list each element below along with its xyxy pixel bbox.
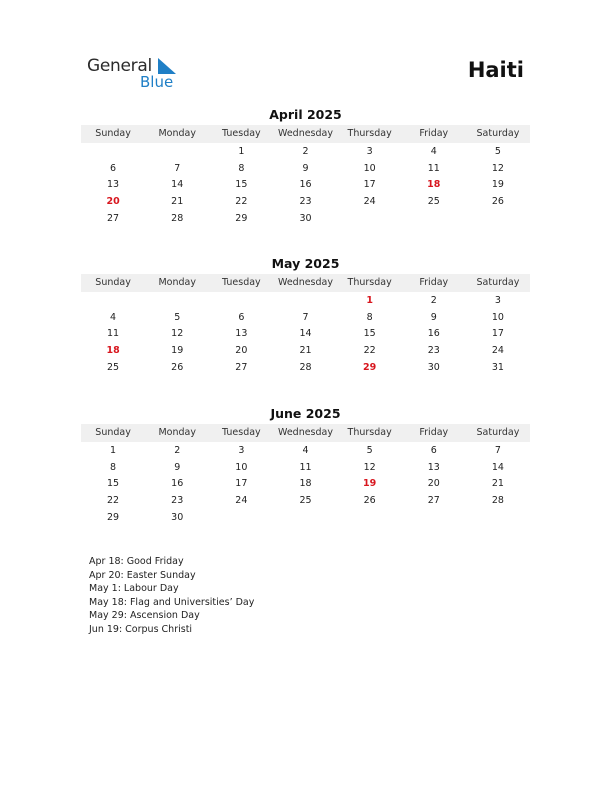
weekday-label: Friday <box>419 427 449 438</box>
day-cell: 2 <box>302 146 309 157</box>
day-cell: 6 <box>110 162 117 174</box>
weekday-label: Monday <box>158 427 196 438</box>
empty-cell <box>209 293 273 310</box>
day-cell: 11 <box>299 461 312 473</box>
day-cell: 23 <box>427 345 440 357</box>
day-cell: 23 <box>299 196 312 208</box>
day-cell: 14 <box>491 461 504 473</box>
holiday-item: May 1: Labour Day <box>89 583 179 595</box>
day-cell: 30 <box>427 361 440 373</box>
day-cell: 19 <box>491 179 504 191</box>
day-cell: 15 <box>107 478 120 490</box>
month-june <box>81 405 530 526</box>
day-cell: 24 <box>235 495 248 507</box>
day-cell: 13 <box>107 179 120 191</box>
weekday-label: Sunday <box>95 277 131 288</box>
empty-cell <box>81 293 145 310</box>
day-cell: 5 <box>366 445 373 456</box>
day-cell: 25 <box>299 495 312 507</box>
day-cell: 7 <box>302 311 309 323</box>
day-cell: 21 <box>299 345 312 357</box>
holiday-item: May 29: Ascension Day <box>89 610 200 622</box>
day-cell: 5 <box>174 311 181 323</box>
holiday-day-cell: 29 <box>363 361 377 373</box>
day-cell: 9 <box>430 311 437 323</box>
day-cell: 28 <box>491 495 504 507</box>
month-april <box>81 106 530 227</box>
country-title: Haiti <box>467 58 524 82</box>
day-cell: 3 <box>238 445 245 456</box>
day-cell: 17 <box>363 179 376 191</box>
day-cell: 17 <box>235 478 248 490</box>
day-cell: 17 <box>491 328 504 340</box>
holiday-day-cell: 1 <box>366 295 373 306</box>
weekday-label: Tuesday <box>222 277 261 288</box>
day-cell: 29 <box>235 212 248 224</box>
day-cell: 4 <box>430 146 437 157</box>
empty-cell <box>145 144 209 161</box>
day-cell: 25 <box>427 196 440 208</box>
day-cell: 2 <box>430 295 437 306</box>
day-cell: 7 <box>494 445 501 456</box>
day-cell: 2 <box>174 445 181 456</box>
weekday-label: Wednesday <box>277 128 333 139</box>
logo-text-general: General <box>87 56 152 76</box>
day-cell: 28 <box>299 361 312 373</box>
holiday-day-cell: 18 <box>106 345 120 357</box>
days-grid <box>81 144 530 227</box>
day-cell: 27 <box>235 361 248 373</box>
day-cell: 4 <box>110 311 117 323</box>
day-cell: 29 <box>107 511 120 523</box>
day-cell: 19 <box>171 345 184 357</box>
empty-cell <box>145 293 209 310</box>
day-cell: 22 <box>107 495 120 507</box>
day-cell: 10 <box>363 162 376 174</box>
weekday-label: Saturday <box>476 128 520 139</box>
day-cell: 16 <box>171 478 184 490</box>
day-cell: 26 <box>171 361 184 373</box>
day-cell: 24 <box>363 196 376 208</box>
day-cell: 27 <box>107 212 120 224</box>
weekday-label: Wednesday <box>277 277 333 288</box>
day-cell: 6 <box>238 311 245 323</box>
weekday-label: Sunday <box>95 128 131 139</box>
weekday-label: Tuesday <box>222 128 261 139</box>
day-cell: 9 <box>302 162 309 174</box>
holiday-day-cell: 18 <box>427 179 441 191</box>
day-cell: 11 <box>107 328 120 340</box>
day-cell: 3 <box>366 146 373 157</box>
holiday-item: Jun 19: Corpus Christi <box>89 623 193 635</box>
day-cell: 23 <box>171 495 184 507</box>
weekday-header <box>81 274 530 292</box>
days-grid <box>81 293 530 376</box>
day-cell: 8 <box>110 461 117 473</box>
day-cell: 12 <box>171 328 184 340</box>
day-cell: 27 <box>427 495 440 507</box>
day-cell: 13 <box>235 328 248 340</box>
logo-text-blue: Blue <box>140 73 174 91</box>
weekday-label: Monday <box>158 128 196 139</box>
month-title: June 2025 <box>270 406 341 421</box>
weekday-label: Sunday <box>95 427 131 438</box>
day-cell: 4 <box>302 445 309 456</box>
empty-cell <box>81 144 145 161</box>
weekday-label: Monday <box>158 277 196 288</box>
weekday-label: Friday <box>419 277 449 288</box>
weekday-label: Friday <box>419 128 449 139</box>
day-cell: 8 <box>366 311 373 323</box>
day-cell: 22 <box>235 196 248 208</box>
day-cell: 20 <box>427 478 440 490</box>
day-cell: 21 <box>171 196 184 208</box>
empty-cell <box>273 293 337 310</box>
day-cell: 9 <box>174 461 181 473</box>
day-cell: 5 <box>494 146 501 157</box>
day-cell: 15 <box>235 179 248 191</box>
day-cell: 28 <box>171 212 184 224</box>
day-cell: 16 <box>427 328 440 340</box>
weekday-label: Tuesday <box>222 427 261 438</box>
day-cell: 26 <box>491 196 504 208</box>
day-cell: 25 <box>107 361 120 373</box>
day-cell: 20 <box>235 345 248 357</box>
weekday-label: Thursday <box>347 427 392 438</box>
day-cell: 15 <box>363 328 376 340</box>
brand-logo <box>87 56 187 92</box>
day-cell: 26 <box>363 495 376 507</box>
weekday-label: Thursday <box>347 277 392 288</box>
day-cell: 11 <box>427 162 440 174</box>
day-cell: 14 <box>171 179 184 191</box>
holiday-list <box>89 555 254 637</box>
day-cell: 12 <box>491 162 504 174</box>
weekday-label: Wednesday <box>277 427 333 438</box>
day-cell: 13 <box>427 461 440 473</box>
weekday-label: Thursday <box>347 128 392 139</box>
day-cell: 30 <box>171 511 184 523</box>
day-cell: 31 <box>491 361 504 373</box>
day-cell: 1 <box>110 445 117 456</box>
day-cell: 7 <box>174 162 181 174</box>
day-cell: 30 <box>299 212 312 224</box>
month-title: April 2025 <box>269 107 342 122</box>
day-cell: 14 <box>299 328 312 340</box>
day-cell: 6 <box>430 445 437 456</box>
month-may <box>81 255 530 376</box>
holiday-day-cell: 19 <box>363 478 377 490</box>
day-cell: 1 <box>238 146 245 157</box>
day-cell: 22 <box>363 345 376 357</box>
day-cell: 8 <box>238 162 245 174</box>
weekday-label: Saturday <box>476 277 520 288</box>
weekday-label: Saturday <box>476 427 520 438</box>
holiday-item: Apr 20: Easter Sunday <box>89 569 196 581</box>
month-title: May 2025 <box>271 256 340 271</box>
day-cell: 24 <box>491 345 504 357</box>
holiday-item: May 18: Flag and Universities’ Day <box>89 596 255 608</box>
day-cell: 10 <box>491 311 504 323</box>
logo-triangle-icon <box>154 58 176 74</box>
holiday-day-cell: 20 <box>106 196 120 208</box>
day-cell: 16 <box>299 179 312 191</box>
day-cell: 12 <box>363 461 376 473</box>
day-cell: 3 <box>494 295 501 306</box>
day-cell: 18 <box>299 478 312 490</box>
day-cell: 10 <box>235 461 248 473</box>
days-grid <box>81 443 530 526</box>
weekday-header <box>81 125 530 143</box>
weekday-header <box>81 424 530 442</box>
day-cell: 21 <box>491 478 504 490</box>
holiday-item: Apr 18: Good Friday <box>89 556 184 567</box>
